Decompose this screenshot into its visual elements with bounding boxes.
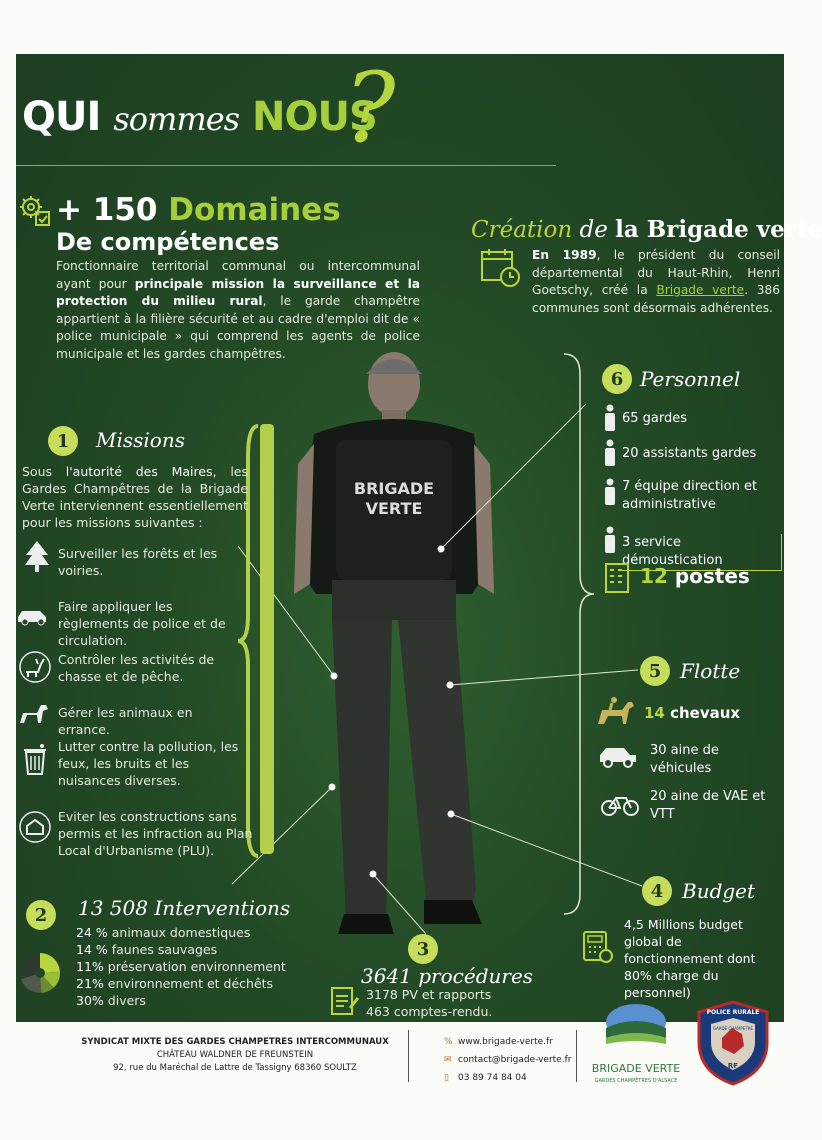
pie-center bbox=[35, 968, 45, 978]
title-qui: QUI bbox=[22, 94, 101, 140]
creation-title: Création de la Brigade verte bbox=[471, 216, 822, 243]
mission-item-text: Gérer les animaux en errance. bbox=[58, 705, 193, 737]
mission-item-text: Contrôler les activités de chasse et de pêche. bbox=[58, 652, 215, 684]
procedures-title: 3641 procédures bbox=[361, 964, 534, 988]
suv-icon bbox=[598, 744, 638, 770]
link-icon: % bbox=[444, 1037, 453, 1047]
personnel-row: 20 assistants gardes bbox=[602, 439, 782, 474]
infographic-panel bbox=[16, 52, 822, 1022]
procedures-line-2: 463 comptes-rendu. bbox=[366, 1004, 493, 1019]
question-mark-icon: ? bbox=[344, 52, 396, 164]
house-icon bbox=[18, 810, 52, 844]
missions-title: Missions bbox=[96, 428, 185, 452]
tree-icon bbox=[20, 539, 54, 573]
document-icon bbox=[330, 984, 360, 1016]
budget-number-badge: 4 bbox=[642, 876, 672, 906]
police-rurale-badge bbox=[696, 1000, 770, 1086]
budget-text: 4,5 Millions budget global de fonctionnement dont 80% charge du personnel) bbox=[624, 917, 756, 1000]
footer-address: SYNDICAT MIXTE DES GARDES CHAMPETRES INTERCOMMUNAUX CHÂTEAU WALDNER DE FREUNSTEIN 92, rue du Maréchal de Lattre de Tassigny 68360 SOULTZ bbox=[81, 1037, 389, 1073]
deer-icon bbox=[18, 650, 52, 684]
person-icon bbox=[602, 478, 618, 506]
vest-text-1: BRIGADE bbox=[353, 479, 435, 498]
vest-text-2: VERTE bbox=[365, 499, 423, 518]
interventions-row: 14 % faunes sauvages bbox=[76, 942, 218, 957]
brigade-verte-logo bbox=[584, 1000, 688, 1090]
badge-rf-text: RF bbox=[727, 1062, 739, 1070]
badge-top-text: POLICE RURALE bbox=[706, 1009, 760, 1016]
title-nous: NOUS bbox=[251, 94, 377, 140]
personnel-row: 65 gardes bbox=[602, 404, 782, 439]
bikes-count: 20 aine de VAE et VTT bbox=[650, 789, 766, 822]
personnel-row: 7 équipe direction et administrative bbox=[602, 474, 782, 526]
interventions-row: 24 % animaux domestiques bbox=[76, 925, 251, 940]
horses-count: 14 chevaux bbox=[644, 704, 741, 722]
car-icon bbox=[16, 597, 50, 631]
badge-mid-text: GARDE CHAMPETRE bbox=[712, 1026, 754, 1031]
domaines-title: + 150 Domaines bbox=[56, 192, 341, 228]
building-icon bbox=[604, 562, 634, 594]
mission-item-text: Eviter les constructions sans permis et les infraction au Plan Local d'Urbanisme (PLU). bbox=[58, 809, 253, 858]
interventions-number-badge: 2 bbox=[26, 900, 56, 930]
phone-icon: ▯ bbox=[444, 1073, 449, 1083]
procedures-line-1: 3178 PV et rapports bbox=[366, 987, 492, 1002]
trash-icon bbox=[18, 742, 52, 776]
footer-email[interactable]: ✉ contact@brigade-verte.fr bbox=[444, 1055, 572, 1065]
calculator-icon bbox=[582, 930, 614, 964]
budget-title: Budget bbox=[682, 879, 756, 903]
personnel-number-badge: 6 bbox=[602, 364, 632, 394]
person-icon bbox=[602, 526, 618, 554]
logo-sub: GARDES CHAMPÊTRES D'ALSACE bbox=[594, 1078, 678, 1084]
mission-item-text: Lutter contre la pollution, les feux, les bruits et les nuisances diverses. bbox=[58, 739, 239, 788]
title-sommes: sommes bbox=[113, 100, 240, 138]
interventions-pie-chart bbox=[18, 951, 62, 995]
vehicles-count: 30 aine de véhicules bbox=[650, 743, 719, 776]
mail-icon: ✉ bbox=[444, 1055, 452, 1065]
interventions-title: 13 508 Interventions bbox=[78, 896, 291, 920]
mission-item-text: Faire appliquer les règlements de police et de circulation. bbox=[58, 599, 226, 648]
footer-divider bbox=[408, 1030, 409, 1082]
flotte-title: Flotte bbox=[680, 659, 741, 683]
personnel-list bbox=[602, 404, 782, 568]
postes-count: 12 postes bbox=[640, 564, 750, 588]
mission-item-text: Surveiller les forêts et les voiries. bbox=[58, 546, 218, 578]
missions-bar bbox=[260, 424, 274, 854]
footer-web[interactable]: % www.brigade-verte.fr bbox=[444, 1037, 553, 1047]
personnel-title: Personnel bbox=[640, 367, 741, 391]
person-icon bbox=[602, 439, 618, 467]
procedures-number-badge: 3 bbox=[408, 934, 438, 964]
interventions-row: 30% divers bbox=[76, 993, 146, 1008]
missions-intro: Sous l'autorité des Maires, les Gardes Champêtres de la Brigade Verte interviennent essentiellement pour les missions suivantes : bbox=[22, 464, 248, 530]
domaines-text: Fonctionnaire territorial communal ou intercommunal ayant pour principale mission la surveillance et la protection du milieu rural, le garde champêtre appartient à la filière sécurité et au cadre d'emploi dit de « police municipale » qui comprend les agents de police municipale et les gardes champêtres. bbox=[56, 259, 421, 361]
interventions-row: 11% préservation environnement bbox=[76, 959, 286, 974]
missions-number-badge: 1 bbox=[48, 426, 78, 456]
interventions-list bbox=[76, 924, 286, 1009]
bike-icon bbox=[600, 792, 640, 818]
brigade-verte-link[interactable]: Brigade verte bbox=[656, 283, 745, 297]
personnel-row: 3 service démoustication bbox=[602, 526, 782, 562]
footer-phone[interactable]: ▯ 03 89 74 84 04 bbox=[444, 1073, 527, 1083]
flotte-number-badge: 5 bbox=[640, 656, 670, 686]
logo-name: BRIGADE VERTE bbox=[591, 1062, 681, 1075]
domaines-subtitle: De compétences bbox=[56, 228, 280, 256]
person-icon bbox=[602, 404, 618, 432]
interventions-row: 21% environnement et déchêts bbox=[76, 976, 274, 991]
creation-text: En 1989, le président du conseil départemental du Haut-Rhin, Henri Goetschy, créé la Brigade verte. 386 communes sont désormais adhérentes. bbox=[532, 248, 781, 315]
dog-icon bbox=[16, 697, 50, 731]
footer-divider bbox=[576, 1030, 577, 1082]
horse-icon bbox=[594, 694, 636, 730]
